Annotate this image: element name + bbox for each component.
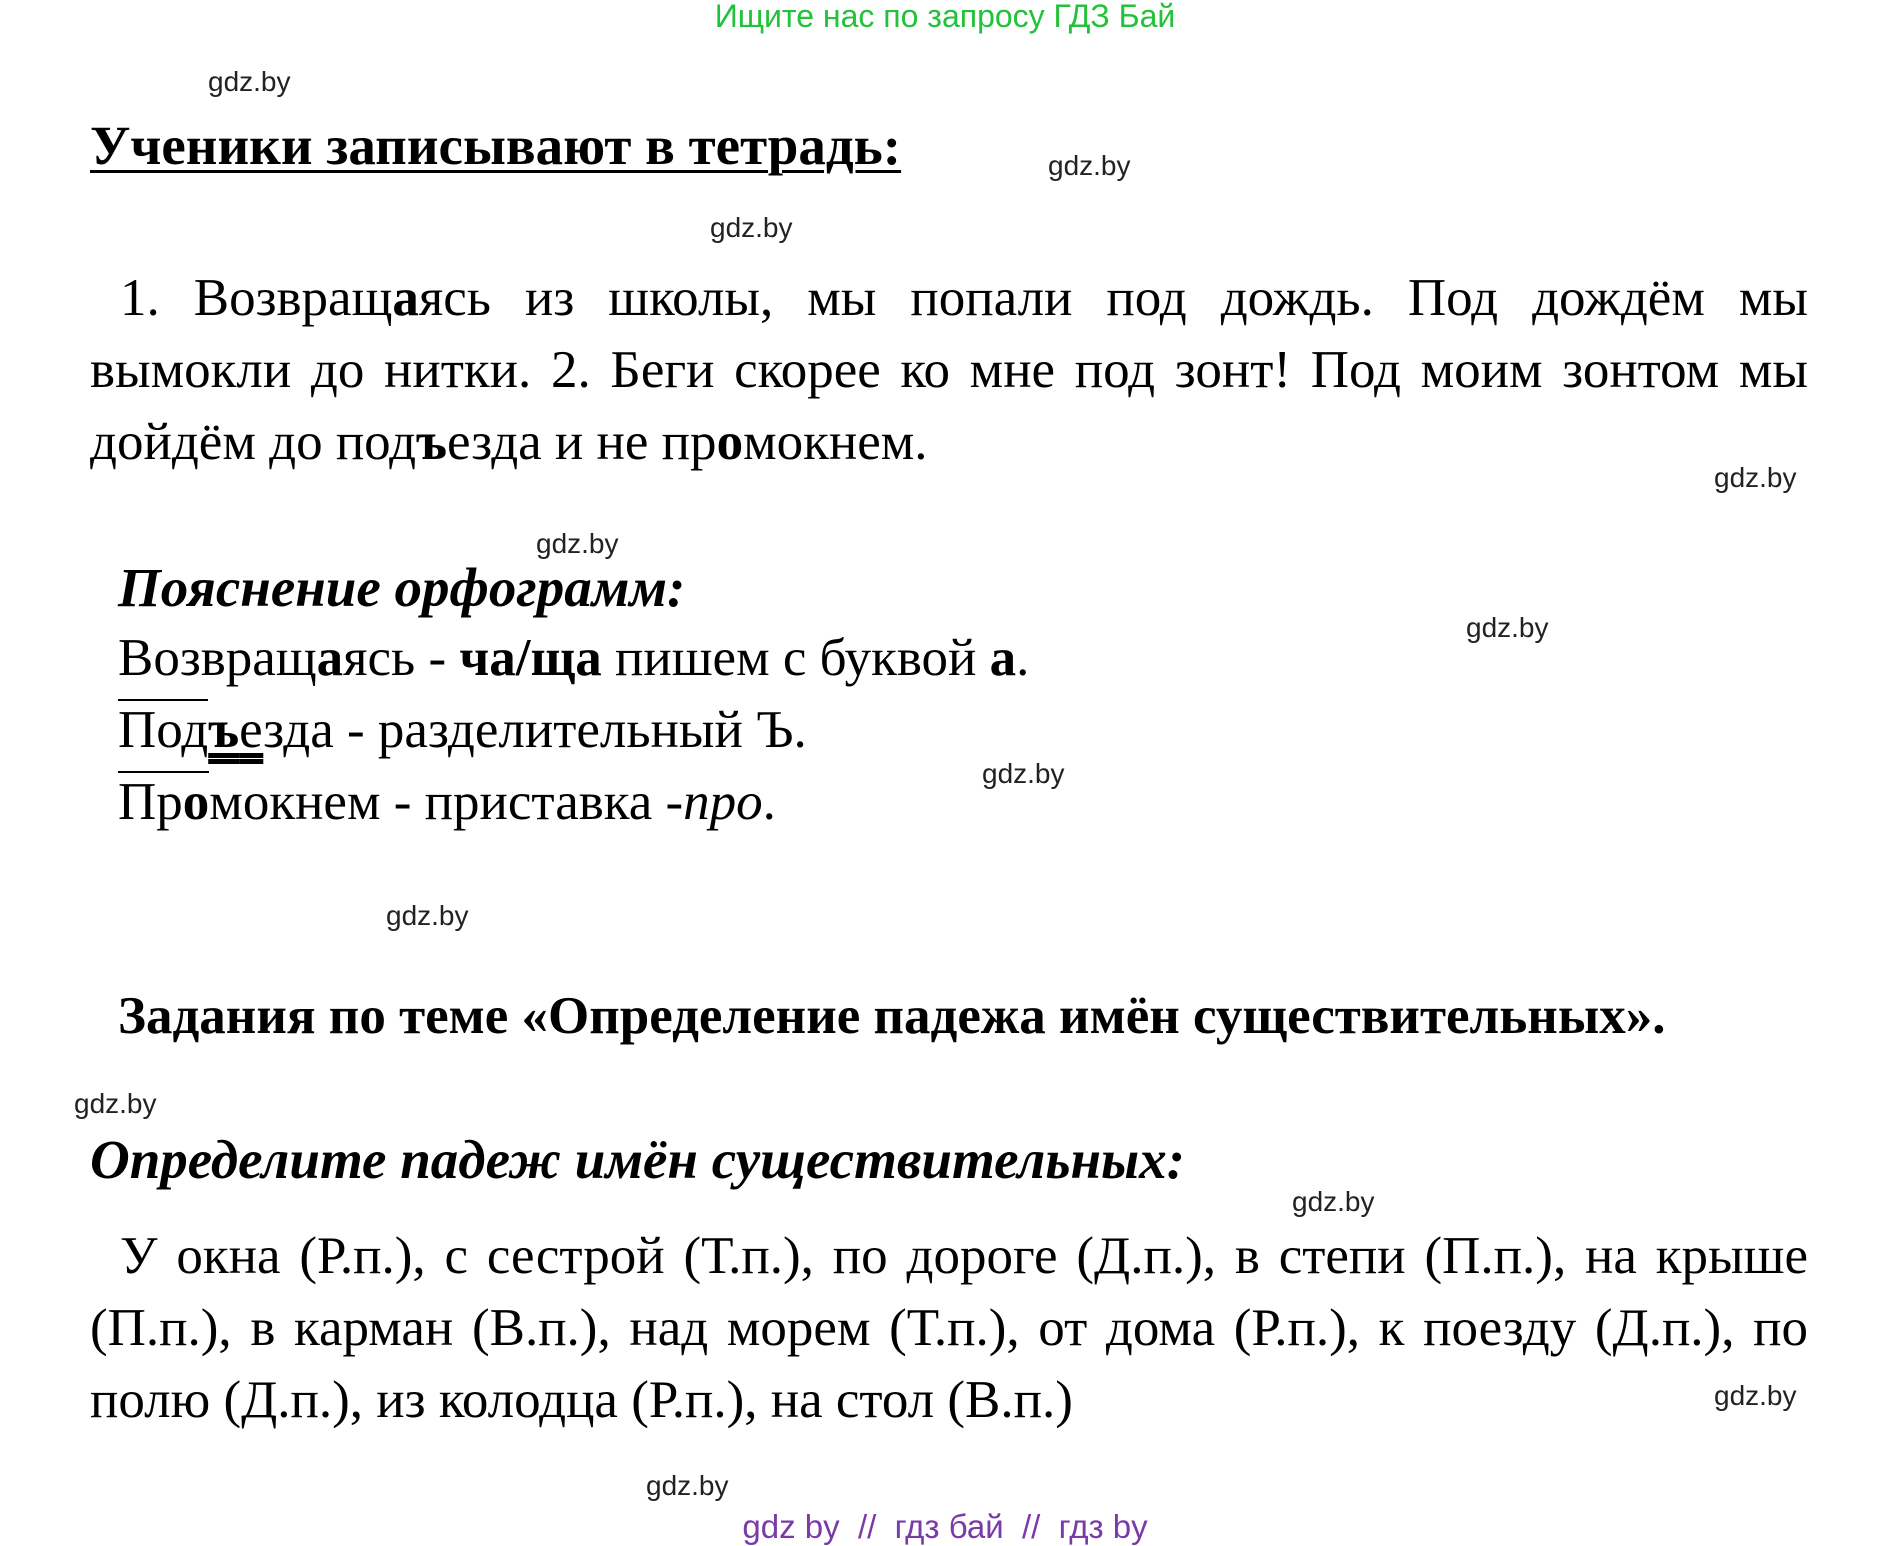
watermark-text: gdz.by <box>1714 1380 1797 1411</box>
watermark-text: gdz.by <box>1714 462 1797 493</box>
watermark-text: gdz.by <box>74 1088 157 1119</box>
prefix-mark: Пр <box>118 773 183 831</box>
heading-tasks: Задания по теме «Определение падежа имён существительных». <box>118 987 1666 1045</box>
watermark-text: gdz.by <box>208 66 291 97</box>
watermark-text: gdz.by <box>982 758 1065 789</box>
explanation-line-2: Подъезда - разделительный Ъ. <box>118 701 807 759</box>
task-title: Определите падеж имён существительных: <box>90 1129 1185 1190</box>
watermark-text: gdz.by <box>646 1470 729 1501</box>
heading-notebook: Ученики записывают в тетрадь: <box>90 115 902 176</box>
task-text: У окна (Р.п.), с сестрой (Т.п.), по дороге (Д.п.), в степи (П.п.), на крыше (П.п.), в карман (В.п.), над морем (Т.п.), от дома (Р.п.), к поезду (Д.п.), по полю (Д.п.), из колодца (Р.п.), на стол (В.п.) <box>90 1227 1808 1429</box>
watermark-text: gdz.by <box>536 528 619 559</box>
watermark-text: gdz.by <box>1292 1186 1375 1217</box>
watermark-text: gdz.by <box>1048 150 1131 181</box>
watermark-text: gdz.by <box>1466 612 1549 643</box>
prefix-mark: Под <box>118 701 209 759</box>
exercise-text: 1. Возвращаясь из школы, мы попали под дождь. Под дождём мы вымокли до нитки. 2. Беги скорее ко мне под зонт! Под моим зонтом мы дойдём до подъезда и не промокнем. <box>90 269 1808 471</box>
bottom-banner: gdz by // гдз бай // гдз by <box>742 1508 1148 1545</box>
explanation-line-1: Возвращаясь - ча/ща пишем с буквой а. <box>118 629 1030 687</box>
explanation-title: Пояснение орфограмм: <box>118 557 686 618</box>
watermark-text: gdz.by <box>710 212 793 243</box>
explanation-line-3: Промокнем - приставка -про. <box>118 773 776 831</box>
watermark-text: gdz.by <box>386 900 469 931</box>
top-banner: Ищите нас по запросу ГДЗ Бай <box>714 0 1176 34</box>
